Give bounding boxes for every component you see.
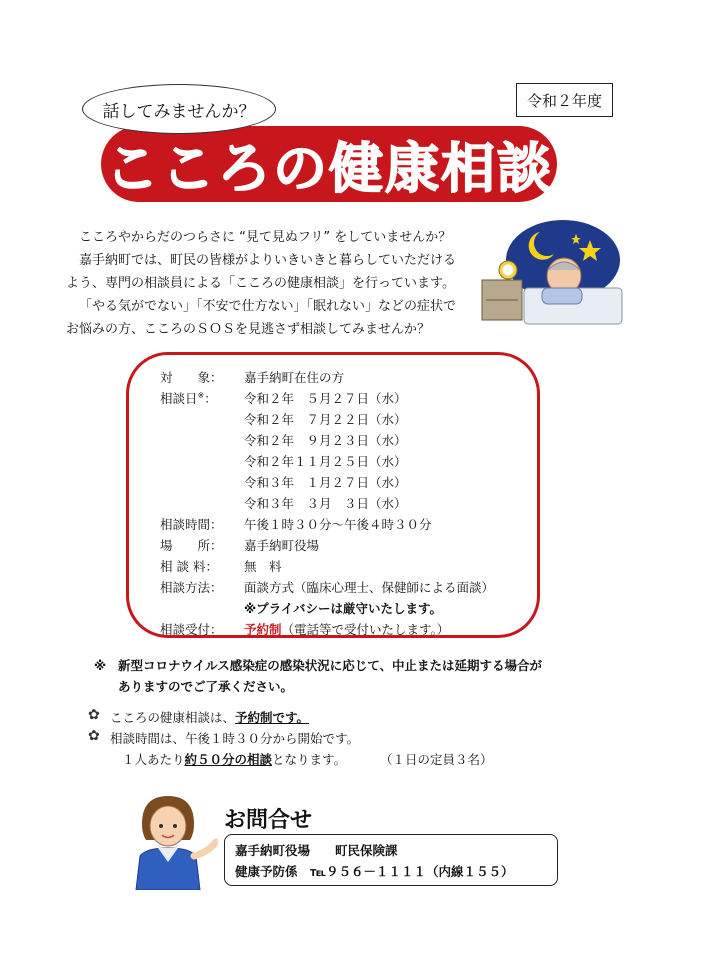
contact-phone: 健康予防係 ℡９５６－１１１１（内線１５５） xyxy=(235,864,514,879)
reception-rest: （電話等で受付いたします。） xyxy=(281,622,450,637)
time-value: 午後１時３０分～午後４時３０分 xyxy=(244,517,432,532)
title-banner xyxy=(101,126,557,202)
eye-icon xyxy=(159,824,163,828)
woman-face-icon xyxy=(150,806,186,846)
method-value: 面談方式（臨床心理士、保健師による面談） xyxy=(244,580,495,595)
reception-value xyxy=(244,620,449,638)
date-item: 令和２年 ９月２３日（水） xyxy=(244,433,407,448)
point-emphasis: 予約制です。 xyxy=(235,710,310,725)
point-text: １人あたり xyxy=(122,752,185,767)
speech-bubble: 話してみませんか？ xyxy=(82,84,276,134)
notice-mark: ※ xyxy=(94,658,107,673)
intro-text xyxy=(66,226,486,341)
pajama-arm-icon xyxy=(542,288,582,304)
date-item: 令和３年 ３月 ３日（水） xyxy=(244,496,407,511)
fee-value: 無 料 xyxy=(244,559,282,574)
date-item: 令和３年 １月２７日（水） xyxy=(244,475,407,490)
intro-line: お悩みの方、こころのＳＯＳを見逃さず相談してみませんか？ xyxy=(66,322,431,337)
dates-label xyxy=(160,389,217,407)
target-value: 嘉手納町在住の方 xyxy=(244,370,345,385)
time-label: 相談時間： xyxy=(160,517,223,532)
point-emphasis: 約５０分の相談 xyxy=(184,752,273,767)
notice-line: 新型コロナウイルス感染症の感染状況に応じて、中止または延期する場合が xyxy=(118,658,543,673)
point-text: こころの健康相談は、 xyxy=(110,710,236,725)
fiscal-year-badge: 令和２年度 xyxy=(516,83,613,117)
dates-note-mark: ※ xyxy=(197,390,205,400)
privacy-note: ※プライバシーは厳守いたします。 xyxy=(244,601,443,616)
daily-capacity: （１日の定員３名） xyxy=(380,752,493,767)
target-label: 対 象： xyxy=(160,370,223,385)
point-start-time: 相談時間は、午後１時３０分から開始です。 xyxy=(110,731,360,746)
contact-box xyxy=(224,834,558,886)
eye-icon xyxy=(173,824,177,828)
intro-line: 嘉手納町では、町民の皆様がよりいきいきと暮らしていただける xyxy=(79,253,457,268)
point-text: となります。 xyxy=(272,752,347,767)
method-label: 相談方法： xyxy=(160,580,223,595)
dates-label-colon: ： xyxy=(204,391,217,406)
date-item: 令和２年 ７月２２日（水） xyxy=(244,412,407,427)
sleepless-man-illustration xyxy=(480,218,625,328)
reservation-highlight: 予約制 xyxy=(244,622,282,637)
contact-title: お問合せ xyxy=(224,808,313,833)
clock-face xyxy=(503,265,514,276)
fee-label: 相 談 料： xyxy=(160,559,218,574)
intro-line: よう、専門の相談員による「こころの健康相談」を行っています。 xyxy=(66,276,455,291)
contact-office: 嘉手納町役場 町民保険課 xyxy=(235,843,398,858)
dates-label-text: 相談日 xyxy=(160,391,198,406)
intro-line: こころやからだのつらさに “見て見ぬフリ” をしていませんか？ xyxy=(79,230,452,245)
page-title: こころの健康相談 xyxy=(105,136,553,200)
reception-label: 相談受付： xyxy=(160,622,223,637)
point-duration xyxy=(122,750,346,768)
flower-icon: ✿ xyxy=(88,707,100,723)
place-label: 場 所： xyxy=(160,538,223,553)
staff-woman-illustration xyxy=(128,794,218,890)
point-reservation xyxy=(110,708,309,726)
pointing-hand-icon xyxy=(194,842,216,856)
flower-icon: ✿ xyxy=(88,728,100,744)
date-item: 令和２年 ５月２７日（水） xyxy=(244,391,407,406)
date-item: 令和２年１１月２５日（水） xyxy=(244,454,407,469)
notice-line: ありますのでご了承ください。 xyxy=(118,679,294,694)
intro-line: 「やる気がでない」「不安で仕方ない」「眠れない」などの症状で xyxy=(79,299,457,314)
place-value: 嘉手納町役場 xyxy=(244,538,320,553)
